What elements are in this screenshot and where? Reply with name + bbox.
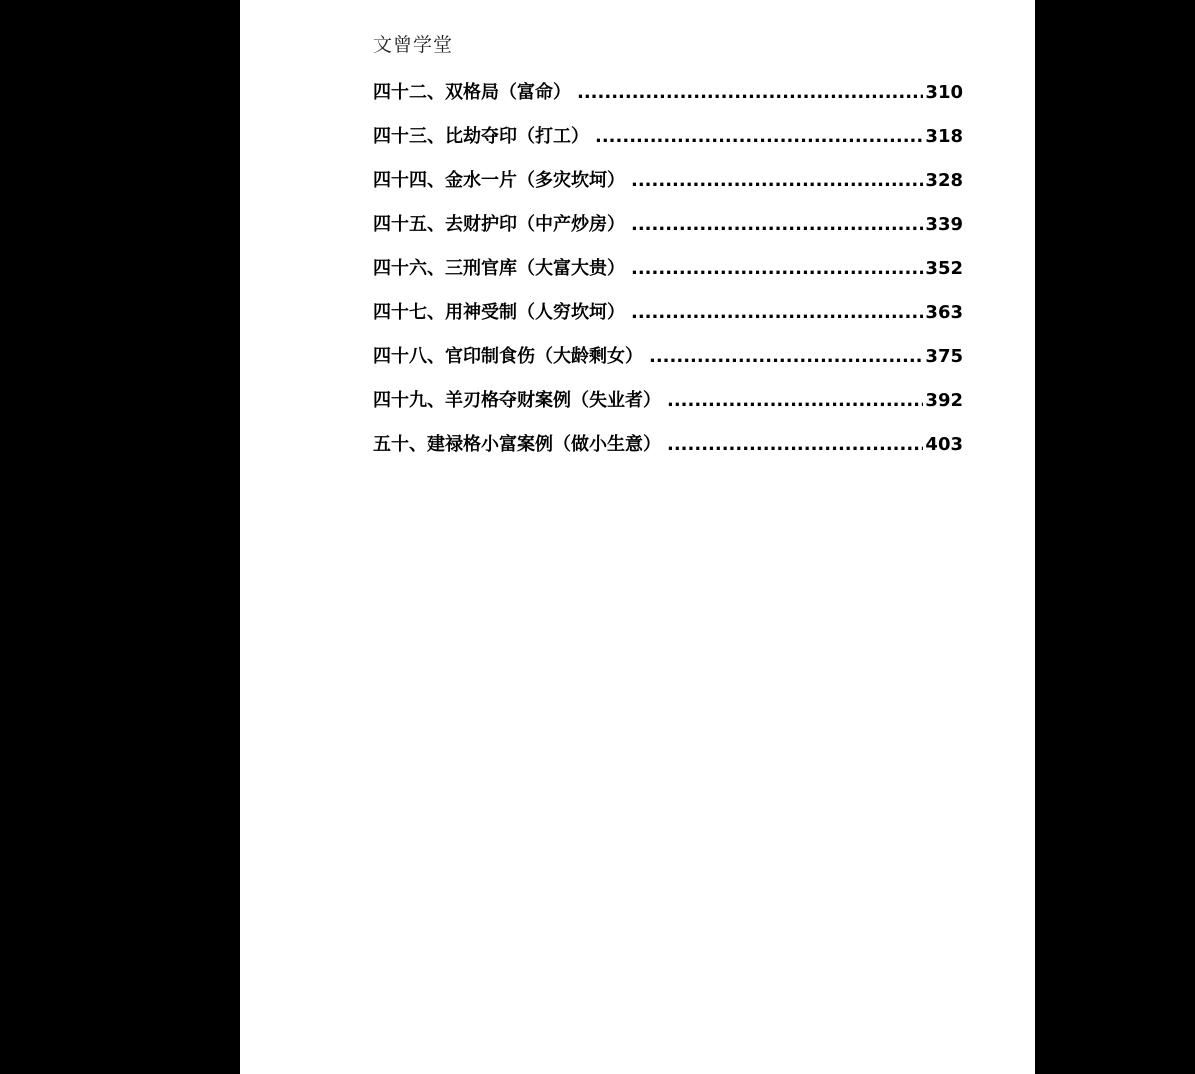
toc-entry-page: 339 [925,214,963,235]
toc-entry-title: 五十、建禄格小富案例（做小生意） [373,434,661,455]
toc-entry [373,342,963,386]
table-of-contents [373,78,963,474]
toc-entry-title: 四十六、三刑官库（大富大贵） [373,258,625,279]
page-header: 文曾学堂 [373,34,454,56]
toc-entry [373,254,963,298]
toc-leader-dots [577,82,923,103]
toc-entry-title: 四十九、羊刃格夺财案例（失业者） [373,390,661,411]
toc-entry [373,122,963,166]
toc-leader-dots [631,214,923,235]
document-page [240,0,1035,1074]
toc-leader-dots [631,302,923,323]
toc-leader-dots [631,258,923,279]
toc-entry-title: 四十二、双格局（富命） [373,82,571,103]
toc-entry-title: 四十三、比劫夺印（打工） [373,126,589,147]
toc-leader-dots [649,346,923,367]
toc-leader-dots [631,170,923,191]
toc-entry-title: 四十五、去财护印（中产炒房） [373,214,625,235]
toc-entry-page: 403 [925,434,963,455]
toc-entry-page: 375 [925,346,963,367]
toc-entry-page: 328 [925,170,963,191]
toc-entry [373,386,963,430]
toc-entry [373,210,963,254]
toc-entry-page: 363 [925,302,963,323]
toc-entry-title: 四十七、用神受制（人穷坎坷） [373,302,625,323]
toc-entry-page: 318 [925,126,963,147]
toc-entry [373,78,963,122]
toc-entry-page: 310 [925,82,963,103]
toc-entry-title: 四十八、官印制食伤（大龄剩女） [373,346,643,367]
toc-leader-dots [667,434,923,455]
toc-entry-page: 352 [925,258,963,279]
toc-entry [373,166,963,210]
toc-entry [373,298,963,342]
toc-leader-dots [595,126,923,147]
toc-entry-page: 392 [925,390,963,411]
toc-entry-title: 四十四、金水一片（多灾坎坷） [373,170,625,191]
toc-leader-dots [667,390,923,411]
toc-entry [373,430,963,474]
